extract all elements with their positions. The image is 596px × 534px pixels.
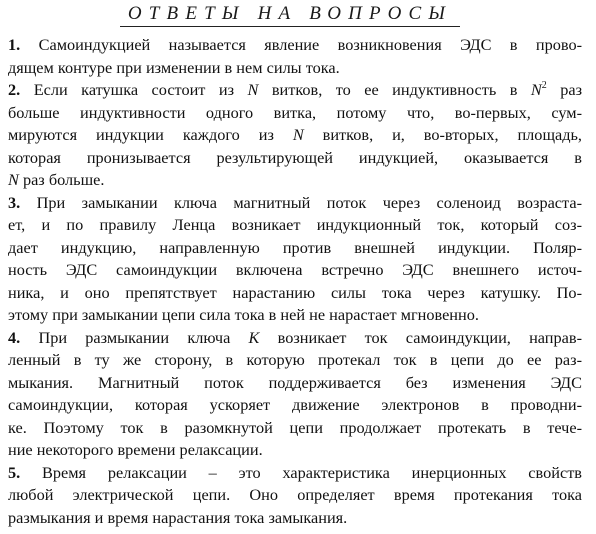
answer-line: ние некоторого времени релаксации. [8, 440, 263, 459]
section-heading: ОТВЕТЫ НА ВОПРОСЫ [127, 3, 453, 24]
answer-line: ника, и оно препятствует нарастанию силы тока через катушку. По- [8, 282, 582, 302]
heading-underline [120, 26, 460, 27]
answer-line: 2. Если катушка состоит из N витков, то ее индуктивность в $N^2$ раз [8, 80, 583, 99]
answer-3 [8, 192, 582, 327]
answer-line: мируются индукции каждого из N витков, и, во-вторых, площадь, [8, 125, 582, 144]
math-symbol: N [8, 170, 19, 189]
answer-line: ке. Поэтому ток в разомкнутой цепи продолжает протекать в тече- [8, 417, 582, 437]
answer-line: 1. Самоиндукцией называется явление возникновения ЭДС в прово- [8, 35, 583, 54]
exponent: 2 [541, 80, 547, 91]
answer-number: 5. [8, 462, 21, 482]
answer-line: размыкания и время нарастания тока замыкания. [8, 507, 348, 527]
answers-list [8, 34, 582, 529]
answer-line: которая пронизывается результирующей индукцией, оказывается в [8, 147, 582, 167]
answer-number: 3. [8, 192, 21, 212]
answer-1 [8, 34, 582, 79]
math-symbol: N [292, 125, 304, 144]
answer-line: дящем контуре при изменении в нем силы тока. [8, 57, 340, 77]
answer-line: 5. Время релаксации – это характеристика инерционных свойств [8, 462, 582, 482]
section-heading-block [110, 4, 470, 27]
answer-2 [8, 79, 582, 192]
answer-line: 4. При размыкании ключа K возникает ток самоиндукции, направ- [8, 327, 582, 347]
answer-line: ет, и по правилу Ленца возникает индукционный ток, который соз- [8, 215, 582, 234]
answer-number: 1. [8, 35, 21, 54]
answer-line: 3. При замыкании ключа магнитный поток через соленоид возраста- [8, 192, 582, 212]
answer-number: 4. [8, 327, 21, 347]
answer-line: дает индукцию, направленную против внешней индукции. Поляр- [8, 237, 582, 257]
answer-line: самоиндукции, которая ускоряет движение электронов в проводни- [8, 395, 582, 414]
answer-5 [8, 462, 582, 530]
answer-line: мыкания. Магнитный поток поддерживается без изменения ЭДС [8, 372, 582, 392]
math-symbol: K [248, 327, 260, 347]
answer-4 [8, 327, 582, 462]
math-symbol: N [530, 80, 542, 99]
answer-line: больше индуктивности одного витка, потому что, во-первых, сум- [8, 102, 582, 122]
answer-number: 2. [8, 80, 21, 99]
answer-line: ленный в ту же сторону, в которую протекал ток в цепи до ее раз- [8, 350, 582, 369]
math-symbol: N [247, 80, 259, 99]
answer-line: N раз больше. [8, 170, 105, 189]
answer-line: любой электрической цепи. Оно определяет время протекания тока [8, 485, 582, 504]
answer-line: ность ЭДС самоиндукции включена встречно ЭДС внешнего источ- [8, 260, 582, 279]
answer-line: этому при замыкании цепи сила тока в ней не нарастает мгновенно. [8, 305, 479, 324]
